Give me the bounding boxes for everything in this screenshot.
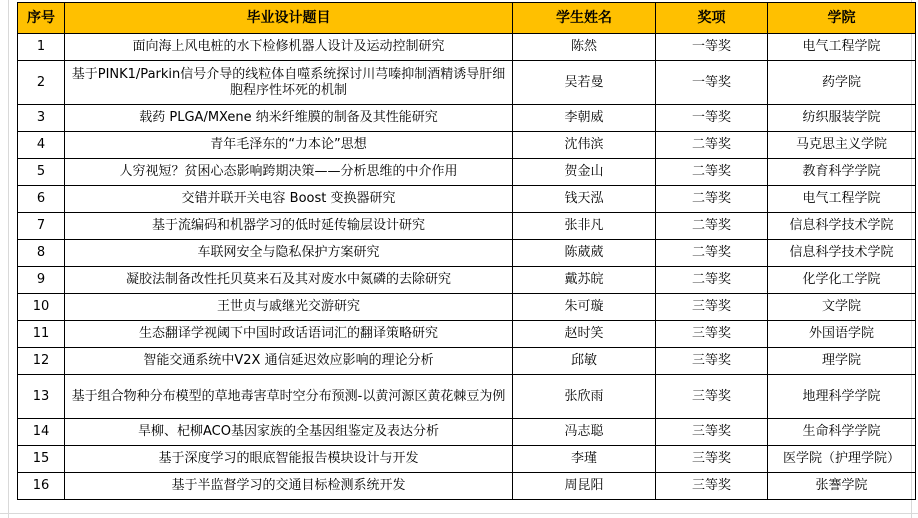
table-row[interactable] [18, 105, 916, 132]
cell-index[interactable]: 15 [18, 446, 65, 473]
cell-index[interactable]: 3 [18, 105, 65, 132]
header-cell-title[interactable]: 毕业设计题目 [65, 3, 513, 34]
cell-index[interactable]: 16 [18, 473, 65, 500]
cell-student[interactable]: 冯志聪 [513, 419, 656, 446]
header-cell-index[interactable]: 序号 [18, 3, 65, 34]
cell-title[interactable]: 交错并联开关电容 Boost 变换器研究 [65, 186, 513, 213]
cell-award[interactable]: 一等奖 [656, 61, 768, 105]
cell-college[interactable]: 信息科学技术学院 [768, 240, 916, 267]
table-row[interactable] [18, 61, 916, 105]
cell-index[interactable]: 14 [18, 419, 65, 446]
cell-index[interactable]: 13 [18, 375, 65, 419]
cell-college[interactable]: 张謇学院 [768, 473, 916, 500]
cell-title[interactable]: 智能交通系统中V2X 通信延迟效应影响的理论分析 [65, 348, 513, 375]
header-row [18, 3, 916, 34]
cell-award[interactable]: 二等奖 [656, 240, 768, 267]
cell-college[interactable]: 理学院 [768, 348, 916, 375]
awards-table [17, 2, 916, 500]
cell-award[interactable]: 三等奖 [656, 473, 768, 500]
cell-student[interactable]: 周昆阳 [513, 473, 656, 500]
cell-student[interactable]: 张欣雨 [513, 375, 656, 419]
cell-award[interactable]: 二等奖 [656, 159, 768, 186]
cell-college[interactable]: 化学化工学院 [768, 267, 916, 294]
cell-title[interactable]: 青年毛泽东的“力本论”思想 [65, 132, 513, 159]
cell-college[interactable]: 药学院 [768, 61, 916, 105]
cell-award[interactable]: 一等奖 [656, 34, 768, 61]
cell-title[interactable]: 面向海上风电桩的水下检修机器人设计及运动控制研究 [65, 34, 513, 61]
cell-index[interactable]: 1 [18, 34, 65, 61]
cell-award[interactable]: 二等奖 [656, 267, 768, 294]
header-cell-college[interactable]: 学院 [768, 3, 916, 34]
cell-student[interactable]: 赵时笑 [513, 321, 656, 348]
cell-student[interactable]: 吴若曼 [513, 61, 656, 105]
cell-index[interactable]: 11 [18, 321, 65, 348]
table-row[interactable] [18, 419, 916, 446]
cell-title[interactable]: 基于流编码和机器学习的低时延传输层设计研究 [65, 213, 513, 240]
cell-award[interactable]: 二等奖 [656, 213, 768, 240]
cell-award[interactable]: 三等奖 [656, 419, 768, 446]
cell-college[interactable]: 生命科学学院 [768, 419, 916, 446]
cell-award[interactable]: 一等奖 [656, 105, 768, 132]
cell-award[interactable]: 二等奖 [656, 186, 768, 213]
cell-student[interactable]: 李朝威 [513, 105, 656, 132]
cell-index[interactable]: 9 [18, 267, 65, 294]
cell-title[interactable]: 旱柳、杞柳ACO基因家族的全基因组鉴定及表达分析 [65, 419, 513, 446]
gridline [8, 0, 9, 518]
table-row[interactable] [18, 294, 916, 321]
table-row[interactable] [18, 34, 916, 61]
cell-award[interactable]: 三等奖 [656, 446, 768, 473]
cell-college[interactable]: 电气工程学院 [768, 186, 916, 213]
cell-title[interactable]: 基于组合物种分布模型的草地毒害草时空分布预测-以黄河源区黄花棘豆为例 [65, 375, 513, 419]
cell-student[interactable]: 钱天泓 [513, 186, 656, 213]
cell-title[interactable]: 基于深度学习的眼底智能报告模块设计与开发 [65, 446, 513, 473]
cell-college[interactable]: 马克思主义学院 [768, 132, 916, 159]
cell-award[interactable]: 二等奖 [656, 132, 768, 159]
cell-college[interactable]: 纺织服装学院 [768, 105, 916, 132]
cell-index[interactable]: 5 [18, 159, 65, 186]
table-row[interactable] [18, 186, 916, 213]
cell-college[interactable]: 外国语学院 [768, 321, 916, 348]
cell-title[interactable]: 王世贞与戚继光交游研究 [65, 294, 513, 321]
cell-index[interactable]: 8 [18, 240, 65, 267]
cell-student[interactable]: 贺金山 [513, 159, 656, 186]
table-row[interactable] [18, 240, 916, 267]
table-row[interactable] [18, 348, 916, 375]
table-row[interactable] [18, 213, 916, 240]
table-row[interactable] [18, 159, 916, 186]
cell-title[interactable]: 载药 PLGA/MXene 纳米纤维膜的制备及其性能研究 [65, 105, 513, 132]
table-row[interactable] [18, 446, 916, 473]
cell-title[interactable]: 凝胶法制备改性托贝莫来石及其对废水中氮磷的去除研究 [65, 267, 513, 294]
cell-college[interactable]: 文学院 [768, 294, 916, 321]
cell-college[interactable]: 地理科学学院 [768, 375, 916, 419]
cell-college[interactable]: 电气工程学院 [768, 34, 916, 61]
table-row[interactable] [18, 375, 916, 419]
cell-student[interactable]: 邱敏 [513, 348, 656, 375]
table-row[interactable] [18, 132, 916, 159]
cell-index[interactable]: 4 [18, 132, 65, 159]
cell-student[interactable]: 戴苏皖 [513, 267, 656, 294]
cell-student[interactable]: 李瑾 [513, 446, 656, 473]
table-row[interactable] [18, 321, 916, 348]
table-row[interactable] [18, 473, 916, 500]
cell-index[interactable]: 6 [18, 186, 65, 213]
header-cell-student[interactable]: 学生姓名 [513, 3, 656, 34]
cell-college[interactable]: 教育科学学院 [768, 159, 916, 186]
cell-award[interactable]: 三等奖 [656, 321, 768, 348]
cell-award[interactable]: 三等奖 [656, 348, 768, 375]
cell-student[interactable]: 陈然 [513, 34, 656, 61]
cell-award[interactable]: 三等奖 [656, 294, 768, 321]
cell-student[interactable]: 沈伟滨 [513, 132, 656, 159]
cell-index[interactable]: 2 [18, 61, 65, 105]
cell-student[interactable]: 陈葳葳 [513, 240, 656, 267]
cell-student[interactable]: 张非凡 [513, 213, 656, 240]
cell-index[interactable]: 12 [18, 348, 65, 375]
cell-student[interactable]: 朱可璇 [513, 294, 656, 321]
gridline [0, 513, 918, 514]
cell-title[interactable]: 生态翻译学视阈下中国时政话语词汇的翻译策略研究 [65, 321, 513, 348]
cell-index[interactable]: 7 [18, 213, 65, 240]
cell-title[interactable]: 人穷视短？贫困心态影响跨期决策——分析思维的中介作用 [65, 159, 513, 186]
header-cell-award[interactable]: 奖项 [656, 3, 768, 34]
cell-title[interactable]: 基于PINK1/Parkin信号介导的线粒体自噬系统探讨川芎嗪抑制酒精诱导肝细胞程序性坏死的机制 [65, 61, 513, 105]
cell-index[interactable]: 10 [18, 294, 65, 321]
cell-college[interactable]: 信息科学技术学院 [768, 213, 916, 240]
cell-college[interactable]: 医学院（护理学院） [768, 446, 916, 473]
cell-title[interactable]: 基于半监督学习的交通目标检测系统开发 [65, 473, 513, 500]
table-row[interactable] [18, 267, 916, 294]
cell-title[interactable]: 车联网安全与隐私保护方案研究 [65, 240, 513, 267]
cell-award[interactable]: 三等奖 [656, 375, 768, 419]
